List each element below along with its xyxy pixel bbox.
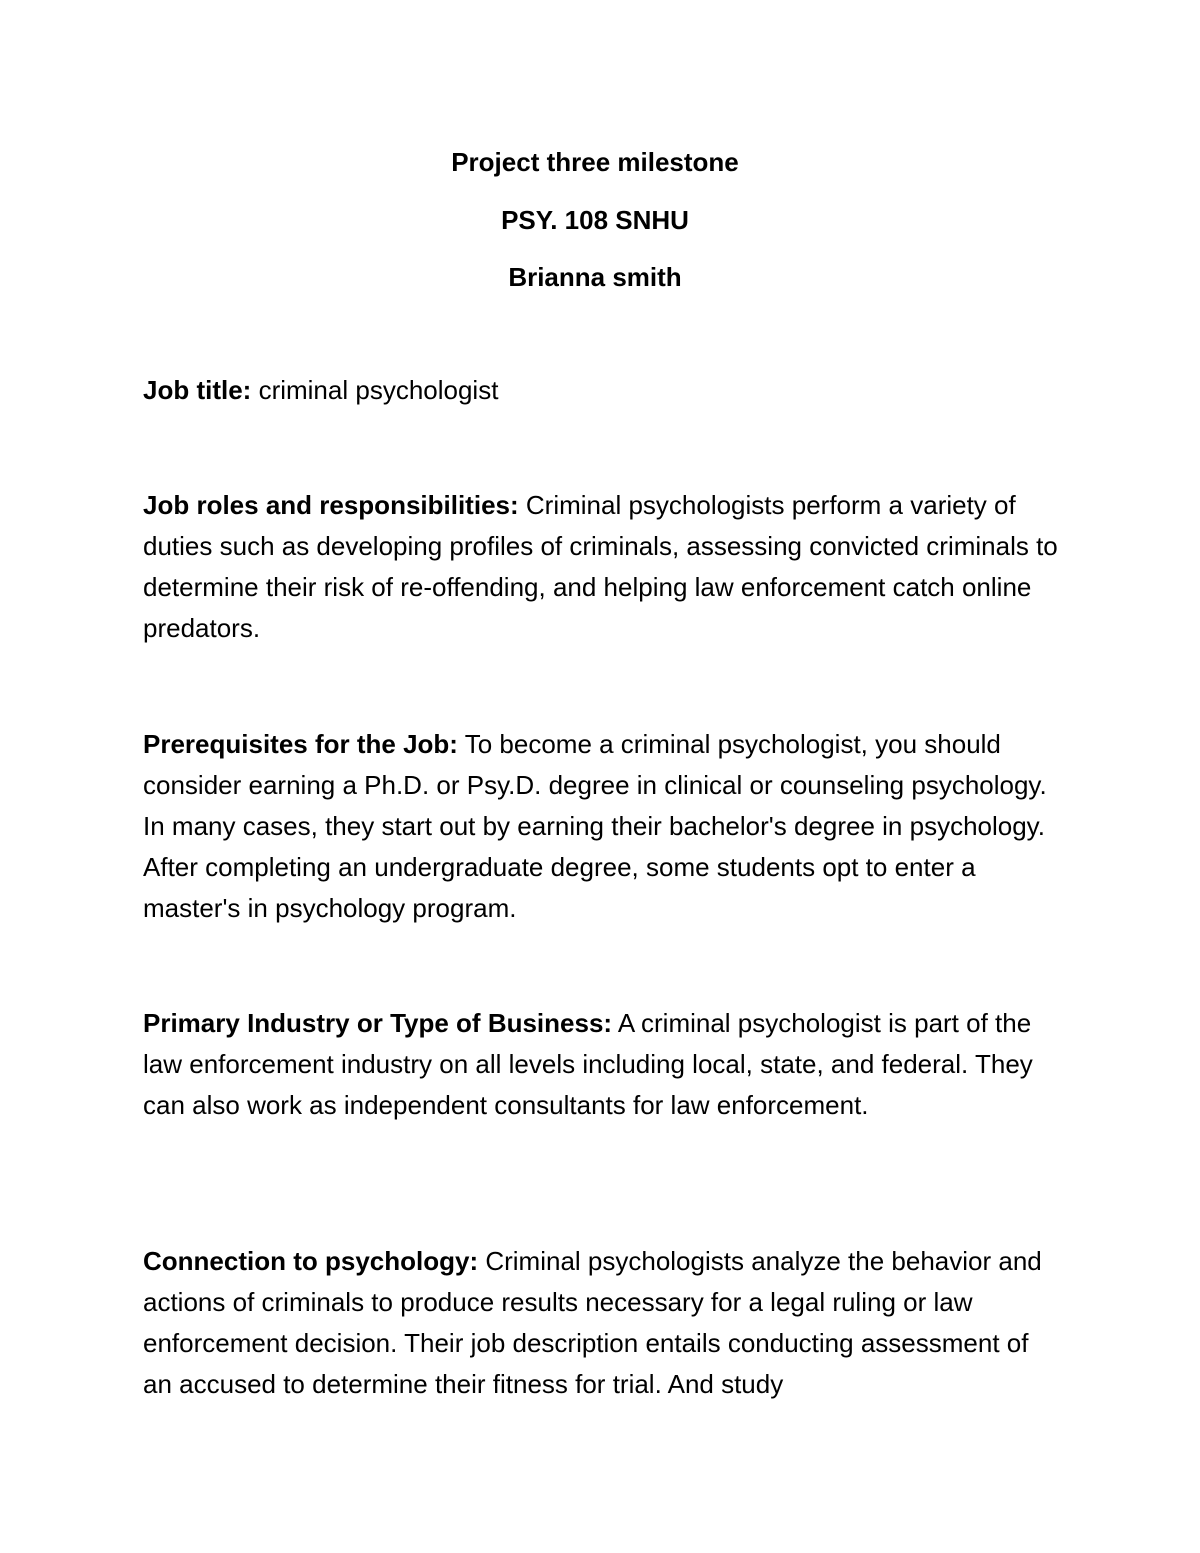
job-title-section [143,370,1063,411]
industry-label: Primary Industry or Type of Business: [143,1008,613,1038]
industry-section [143,1003,1063,1126]
author-name: Brianna smith [508,262,682,292]
connection-text: Criminal psychologists analyze the behavior and actions of criminals to produce results necessary for a legal ruling or law enforcement decision. Their job description entails conducting assessment of an accused to determine their fitness for trial. And study [143,1246,1042,1399]
job-title-label: Job title: [143,375,252,405]
roles-section [143,485,1063,649]
job-title-text: criminal psychologist [251,375,499,405]
document-title: Project three milestone [451,147,739,177]
industry-text: A criminal psychologist is part of the law enforcement industry on all levels including local, state, and federal. They can also work as independent consultants for law enforcement. [143,1008,1033,1120]
prerequisites-label: Prerequisites for the Job: [143,729,458,759]
prerequisites-text: To become a criminal psychologist, you should consider earning a Ph.D. or Psy.D. degree in clinical or counseling psychology. In many cases, they start out by earning their bachelor's degree in psychology. After completing an undergraduate degree, some students opt to enter a master's in psychology program. [143,729,1047,923]
connection-label: Connection to psychology: [143,1246,479,1276]
course-name: PSY. 108 SNHU [501,205,689,235]
prerequisites-section [143,724,1063,929]
roles-label: Job roles and responsibilities: [143,490,519,520]
roles-text: Criminal psychologists perform a variety of duties such as developing profiles of criminals, assessing convicted criminals to determine their risk of re-offending, and helping law enforcement catch online predators. [143,490,1058,643]
connection-section [143,1241,1063,1405]
